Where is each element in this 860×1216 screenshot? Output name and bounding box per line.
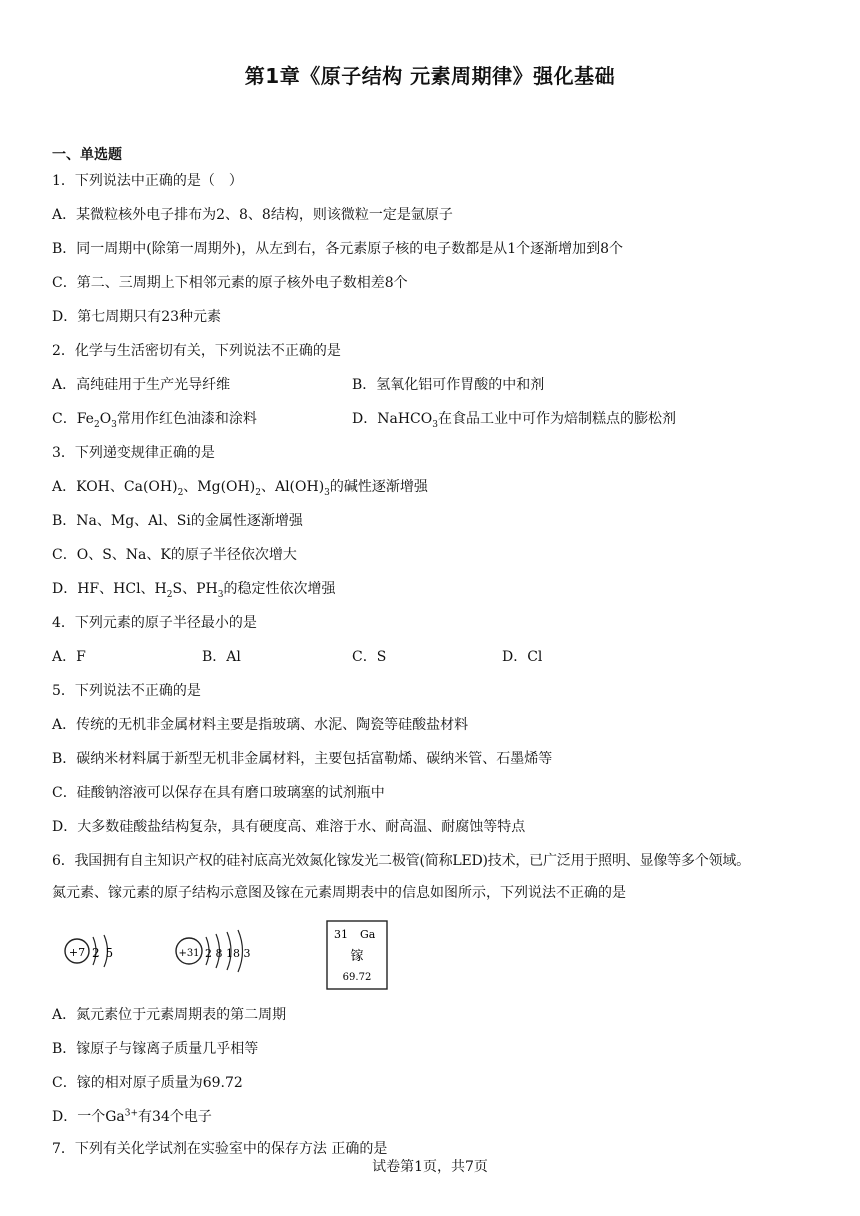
question-6-stem-line2: 氮元素、镓元素的原子结构示意图及镓在元素周期表中的信息如图所示，下列说法不正确的是	[52, 885, 626, 901]
question-1-option-b: B．同一周期中(除第一周期外)，从左到右，各元素原子核的电子数都是从1个逐渐增加到8个	[52, 241, 624, 257]
question-3-option-d: D．HF、HCl、$H_2S$、$PH_3$的稳定性依次增强	[52, 581, 336, 600]
question-6-stem-line1: 6．我国拥有自主知识产权的硅衬底高光效氮化镓发光二极管(简称LED)技术，已广泛用于照明、显像等多个领域。	[52, 853, 750, 869]
section-heading: 一、单选题	[52, 147, 122, 163]
question-5-option-b: B．碳纳米材料属于新型无机非金属材料，主要包括富勒烯、碳纳米管、石墨烯等	[52, 751, 553, 767]
nitrogen-nucleus-label: +7	[68, 946, 86, 959]
question-4-option-c: C．S	[352, 649, 387, 665]
question-7-stem: 7．下列有关化学试剂在实验室中的保存方法 正确的是	[52, 1141, 388, 1157]
page-title: 第1章《原子结构 元素周期律》强化基础	[244, 64, 616, 88]
question-4-option-b: B．Al	[202, 649, 241, 665]
element-name: 镓	[350, 949, 364, 964]
question-4-option-a: A．F	[52, 649, 86, 665]
question-5-option-d: D．大多数硅酸盐结构复杂，具有硬度高、难溶于水、耐高温、耐腐蚀等特点	[52, 819, 526, 835]
question-1-option-d: D．第七周期只有23种元素	[52, 309, 222, 325]
question-5-option-a: A．传统的无机非金属材料主要是指玻璃、水泥、陶瓷等硅酸盐材料	[52, 717, 469, 733]
question-6-option-c: C．镓的相对原子质量为69.72	[52, 1075, 243, 1091]
gallium-atom-diagram	[172, 926, 256, 974]
question-2-option-d: D．NaHCO$_3$在食品工业中可作为焙制糕点的膨松剂	[352, 411, 676, 430]
question-4-option-d: D．Cl	[502, 649, 543, 665]
nitrogen-electron-counts: 2 5	[92, 946, 115, 960]
question-2-stem: 2．化学与生活密切有关，下列说法不正确的是	[52, 343, 341, 359]
question-3-option-a: A．KOH、$Ca(OH)_2$、$Mg(OH)_2$、$Al(OH)_3$的碱性逐渐增强	[52, 479, 428, 498]
gallium-electron-counts: 2 8 18 3	[205, 947, 251, 960]
question-2-option-c: C．$Fe_2O_3$常用作红色油漆和涂料	[52, 411, 257, 430]
question-1-option-a: A．某微粒核外电子排布为2、8、8结构，则该微粒一定是氩原子	[52, 207, 453, 223]
gallium-periodic-table-cell	[326, 920, 388, 990]
question-3-stem: 3．下列递变规律正确的是	[52, 445, 215, 461]
question-3-option-c: C．O、S、Na、K的原子半径依次增大	[52, 547, 297, 563]
question-2-option-a: A．高纯硅用于生产光导纤维	[52, 377, 231, 393]
page-footer: 试卷第1页，共7页	[372, 1159, 488, 1175]
element-symbol: Ga	[360, 928, 376, 941]
relative-atomic-mass: 69.72	[342, 972, 372, 983]
question-3-option-b: B．Na、Mg、Al、Si的金属性逐渐增强	[52, 513, 303, 529]
question-2-option-b: B．氢氧化铝可作胃酸的中和剂	[352, 377, 545, 393]
question-1-stem: 1．下列说法中正确的是（ ）	[52, 173, 243, 189]
question-6-option-b: B．镓原子与镓离子质量几乎相等	[52, 1041, 259, 1057]
gallium-nucleus-label: +31	[178, 948, 200, 959]
nitrogen-atom-diagram	[60, 928, 122, 974]
question-5-stem: 5．下列说法不正确的是	[52, 683, 201, 699]
question-6-option-d: D．一个$Ga^{3+}$有34个电子	[52, 1108, 212, 1125]
question-6-option-a: A．氮元素位于元素周期表的第二周期	[52, 1007, 287, 1023]
question-5-option-c: C．硅酸钠溶液可以保存在具有磨口玻璃塞的试剂瓶中	[52, 785, 385, 801]
atomic-number: 31	[334, 928, 348, 941]
question-4-stem: 4．下列元素的原子半径最小的是	[52, 615, 257, 631]
question-1-option-c: C．第二、三周期上下相邻元素的原子核外电子数相差8个	[52, 275, 408, 291]
